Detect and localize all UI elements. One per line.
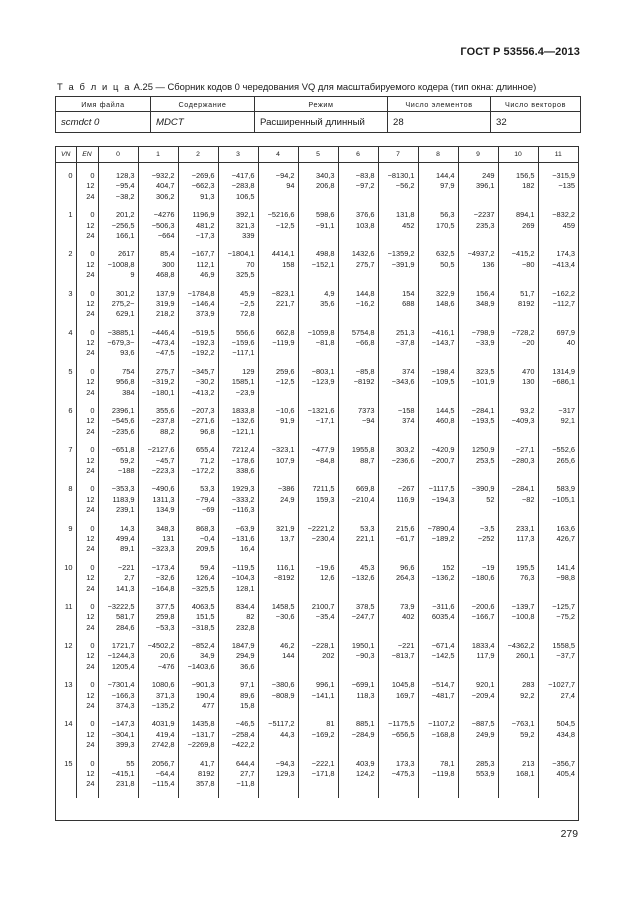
element-number-cell: 0 12 24 <box>76 759 98 790</box>
value-cell: −221 −813,7 <box>378 641 418 672</box>
table-row <box>56 484 578 515</box>
vector-number-cell: 12 <box>56 641 76 672</box>
table-row <box>56 367 578 398</box>
value-cell: 275,7 −319,2 −180,1 <box>138 367 178 398</box>
table-row <box>56 641 578 672</box>
value-cell: −284,1 −82 <box>498 484 538 515</box>
value-cell: 340,3 206,8 <box>298 171 338 202</box>
mode-value: Расширенный длинный <box>255 112 388 133</box>
value-cell: 894,1 269 <box>498 210 538 241</box>
value-cell: 754 956,8 384 <box>98 367 138 398</box>
value-cell: −519,5 −192,3 −192,2 <box>178 328 218 359</box>
element-number-cell: 0 12 24 <box>76 641 98 672</box>
value-cell: −267 116,9 <box>378 484 418 515</box>
page-number: 279 <box>560 829 578 840</box>
table-row <box>56 289 578 320</box>
value-cell: 213 168,1 <box>498 759 538 790</box>
value-cell: 215,6 −61,7 <box>378 524 418 555</box>
element-number-cell: 0 12 24 <box>76 445 98 476</box>
table-row <box>56 210 578 241</box>
value-cell: 116,1 −8192 <box>258 563 298 594</box>
value-cell: −94,2 94 <box>258 171 298 202</box>
vector-count-header: Число векторов <box>491 97 581 112</box>
value-cell: 321,9 13,7 <box>258 524 298 555</box>
value-cell: −19 −180,6 <box>458 563 498 594</box>
value-cell: −887,5 249,9 <box>458 719 498 750</box>
value-cell: 7211,5 159,3 <box>298 484 338 515</box>
vector-number-cell: 3 <box>56 289 76 320</box>
value-column-header: 0 <box>98 147 138 163</box>
value-cell: −83,8 −97,2 <box>338 171 378 202</box>
element-number-cell: 0 12 24 <box>76 719 98 750</box>
value-cell: 504,5 434,8 <box>556 719 575 739</box>
value-cell: 323,5 −101,9 <box>458 367 498 398</box>
value-cell: −1175,5 −656,5 <box>378 719 418 750</box>
value-cell: −671,4 −142,5 <box>418 641 458 672</box>
codebook-info-table <box>55 96 581 133</box>
vector-number-cell: 1 <box>56 210 76 241</box>
table-row <box>56 719 578 750</box>
value-cell: −1804,1 70 325,5 <box>218 249 258 280</box>
value-cell: −728,2 −20 <box>498 328 538 359</box>
value-cell: 1833,4 117,9 <box>458 641 498 672</box>
value-cell: −139,7 −100,8 <box>498 602 538 633</box>
value-cell: −228,1 202 <box>298 641 338 672</box>
value-cell: 156,5 182 <box>498 171 538 202</box>
value-cell: 2100,7 −35,4 <box>298 602 338 633</box>
value-cell: 868,3 −0,4 209,5 <box>178 524 218 555</box>
table-row <box>56 328 578 359</box>
file-name-value: scmdct 0 <box>56 112 151 133</box>
value-cell: 598,6 −91,1 <box>298 210 338 241</box>
value-cell: 4063,5 151,5 −318,5 <box>178 602 218 633</box>
element-number-cell: 0 12 24 <box>76 524 98 555</box>
value-cell: −94,3 129,3 <box>258 759 298 790</box>
content-value: MDCT <box>151 112 255 133</box>
vector-count-value: 32 <box>491 112 581 133</box>
value-cell: 141,4 −98,8 <box>556 562 575 583</box>
value-cell: 4,9 35,6 <box>298 289 338 320</box>
value-cell: 348,3 131 −323,3 <box>138 524 178 555</box>
value-cell: −158 374 <box>378 406 418 437</box>
value-cell: −417,6 −283,8 106,5 <box>218 171 258 202</box>
value-cell: 53,3 221,1 <box>338 524 378 555</box>
value-cell: −832,2 459 <box>552 210 575 230</box>
value-cell: 53,3 −79,4 −69 <box>178 484 218 515</box>
vn-column-header: VN <box>56 147 76 163</box>
table-row <box>56 249 578 280</box>
value-cell: −3222,5 581,7 284,6 <box>98 602 138 633</box>
element-count-value: 28 <box>388 112 491 133</box>
value-cell: −85,8 −8192 <box>338 367 378 398</box>
value-cell: −269,6 −662,3 91,3 <box>178 171 218 202</box>
element-number-cell: 0 12 24 <box>76 171 98 202</box>
value-cell: 4414,1 158 <box>258 249 298 280</box>
value-column-header: 4 <box>258 147 298 163</box>
element-number-cell: 0 12 24 <box>76 602 98 633</box>
value-cell: 377,5 259,8 −53,3 <box>138 602 178 633</box>
value-cell: −2237 235,3 <box>458 210 498 241</box>
value-column-header: 2 <box>178 147 218 163</box>
value-cell: −552,6 265,6 <box>552 445 575 465</box>
vector-number-cell: 13 <box>56 680 76 711</box>
value-cell: −1059,8 −81,8 <box>298 328 338 359</box>
value-cell: 1929,3 −333,2 −116,3 <box>218 484 258 515</box>
value-cell: −5216,6 −12,5 <box>258 210 298 241</box>
table-row <box>56 445 578 476</box>
value-cell: −1321,6 −17,1 <box>298 406 338 437</box>
value-cell: 885,1 −284,9 <box>338 719 378 750</box>
value-cell: 470 130 <box>498 367 538 398</box>
value-cell: 920,1 −209,4 <box>458 680 498 711</box>
value-cell: −380,6 −808,9 <box>258 680 298 711</box>
value-column-header: 10 <box>498 147 538 163</box>
value-cell: 14,3 499,4 89,1 <box>98 524 138 555</box>
value-cell: −446,4 −473,4 −47,5 <box>138 328 178 359</box>
value-cell: −162,2 −112,7 <box>552 288 575 308</box>
value-cell: 1950,1 −90,3 <box>338 641 378 672</box>
value-cell: 45,9 −2,5 72,8 <box>218 289 258 320</box>
value-cell: 128,3 −95,4 −38,2 <box>98 171 138 202</box>
value-cell: 195,5 76,3 <box>498 563 538 594</box>
element-count-header: Число элементов <box>388 97 491 112</box>
value-cell: −200,6 −166,7 <box>458 602 498 633</box>
value-cell: 1458,5 −30,6 <box>258 602 298 633</box>
table-row <box>56 602 578 633</box>
value-cell: −4502,2 20,6 −476 <box>138 641 178 672</box>
value-cell: −147,3 −304,1 399,3 <box>98 719 138 750</box>
value-cell: 834,4 82 232,8 <box>218 602 258 633</box>
value-cell: 81 −169,2 <box>298 719 338 750</box>
value-cell: 1847,9 294,9 36,6 <box>218 641 258 672</box>
value-cell: 285,3 553,9 <box>458 759 498 790</box>
mode-header: Режим <box>255 97 388 112</box>
value-cell: 644,4 27,7 −11,8 <box>218 759 258 790</box>
value-cell: −1107,2 −168,8 <box>418 719 458 750</box>
value-cell: −221 2,7 141,3 <box>98 563 138 594</box>
value-cell: 2617 −1008,8 9 <box>98 249 138 280</box>
value-cell: 131,8 452 <box>378 210 418 241</box>
value-cell: −490,6 1311,3 134,9 <box>138 484 178 515</box>
value-cell: −2127,6 −45,7 −223,3 <box>138 445 178 476</box>
value-cell: 301,2 275,2− 629,1 <box>98 289 138 320</box>
value-cell: −207,3 −271,6 96,8 <box>178 406 218 437</box>
value-cell: −1027,7 27,4 <box>548 680 575 700</box>
content-header: Содержание <box>151 97 255 112</box>
value-cell: −46,5 −258,4 −422,2 <box>218 719 258 750</box>
value-cell: 85,4 300 468,8 <box>138 249 178 280</box>
element-number-cell: 0 12 24 <box>76 328 98 359</box>
value-cell: −167,7 112,1 46,9 <box>178 249 218 280</box>
vector-number-cell: 10 <box>56 563 76 594</box>
value-cell: −8130,1 −56,2 <box>378 171 418 202</box>
value-cell: −1359,2 −391,9 <box>378 249 418 280</box>
vector-number-cell: 11 <box>56 602 76 633</box>
value-cell: 2396,1 −545,6 −235,6 <box>98 406 138 437</box>
vector-number-cell: 7 <box>56 445 76 476</box>
table-caption <box>57 81 536 92</box>
table-row <box>56 171 578 202</box>
value-cell: −222,1 −171,8 <box>298 759 338 790</box>
value-cell: 4031,9 419,4 2742,8 <box>138 719 178 750</box>
value-cell: 144,8 −16,2 <box>338 289 378 320</box>
value-cell: 662,8 −119,9 <box>258 328 298 359</box>
value-cell: −311,6 6035,4 <box>418 602 458 633</box>
value-cell: 556,6 −159,6 −117,1 <box>218 328 258 359</box>
document-header: ГОСТ Р 53556.4—2013 <box>460 46 580 58</box>
value-cell: 374 −343,6 <box>378 367 418 398</box>
value-cell: −823,1 221,7 <box>258 289 298 320</box>
caption-lead: Т а б л и ц а <box>57 81 132 92</box>
vector-number-cell: 6 <box>56 406 76 437</box>
element-number-cell: 0 12 24 <box>76 406 98 437</box>
value-cell: −699,1 118,3 <box>338 680 378 711</box>
value-cell: −4362,2 260,1 <box>498 641 538 672</box>
value-cell: 45,3 −132,6 <box>338 563 378 594</box>
value-cell: 56,3 170,5 <box>418 210 458 241</box>
file-name-header: Имя файла <box>56 97 151 112</box>
value-cell: −514,7 −481,7 <box>418 680 458 711</box>
vector-number-cell: 5 <box>56 367 76 398</box>
value-cell: −1117,5 −194,3 <box>418 484 458 515</box>
value-cell: 632,5 50,5 <box>418 249 458 280</box>
value-cell: −7301,4 −166,3 374,3 <box>98 680 138 711</box>
value-cell: −3,5 −252 <box>458 524 498 555</box>
value-cell: −932,2 404,7 306,2 <box>138 171 178 202</box>
value-column-header: 3 <box>218 147 258 163</box>
value-cell: −323,1 107,9 <box>258 445 298 476</box>
value-cell: −7890,4 −189,2 <box>418 524 458 555</box>
value-cell: 154 688 <box>378 289 418 320</box>
value-cell: 283 92,2 <box>498 680 538 711</box>
value-cell: −390,9 52 <box>458 484 498 515</box>
value-cell: −19,6 12,6 <box>298 563 338 594</box>
value-cell: 669,8 −210,4 <box>338 484 378 515</box>
value-cell: 233,1 117,3 <box>498 524 538 555</box>
value-cell: −198,4 −109,5 <box>418 367 458 398</box>
value-cell: −477,9 −84,8 <box>298 445 338 476</box>
value-cell: −317 92,1 <box>558 406 575 426</box>
value-cell: 376,6 103,8 <box>338 210 378 241</box>
value-column-header: 6 <box>338 147 378 163</box>
value-cell: 1955,8 88,7 <box>338 445 378 476</box>
value-cell: 1314,9 −686,1 <box>552 366 575 387</box>
value-cell: 129 1585,1 −23,9 <box>218 367 258 398</box>
value-cell: 303,2 −236,6 <box>378 445 418 476</box>
value-cell: −10,6 91,9 <box>258 406 298 437</box>
element-number-cell: 0 12 24 <box>76 210 98 241</box>
vector-number-cell: 0 <box>56 171 76 202</box>
table-row <box>56 759 578 790</box>
value-cell: 144,4 97,9 <box>418 171 458 202</box>
value-cell: 173,3 −475,3 <box>378 759 418 790</box>
codebook-data-table <box>55 146 579 821</box>
value-column-header: 8 <box>418 147 458 163</box>
value-cell: 93,2 −409,3 <box>498 406 538 437</box>
value-cell: 378,5 −247,7 <box>338 602 378 633</box>
value-cell: −63,9 −131,6 16,4 <box>218 524 258 555</box>
value-cell: −763,1 59,2 <box>498 719 538 750</box>
value-column-header: 5 <box>298 147 338 163</box>
table-row <box>56 563 578 594</box>
value-cell: 498,8 −152,1 <box>298 249 338 280</box>
value-cell: −3885,1 −679,3− 93,6 <box>98 328 138 359</box>
value-cell: −901,3 190,4 477 <box>178 680 218 711</box>
value-cell: 1080,6 371,3 −135,2 <box>138 680 178 711</box>
value-cell: −803,1 −123,9 <box>298 367 338 398</box>
element-number-cell: 0 12 24 <box>76 289 98 320</box>
value-cell: 51,7 8192 <box>498 289 538 320</box>
value-cell: 1558,5 −37,7 <box>552 641 575 661</box>
value-cell: 392,1 321,3 339 <box>218 210 258 241</box>
value-cell: 996,1 −141,1 <box>298 680 338 711</box>
caption-text: А.25 — Сборник кодов 0 чередования VQ для масштабируемого кодера (тип окна: длинное) <box>133 81 537 92</box>
value-cell: 1721,7 −1244,3 1205,4 <box>98 641 138 672</box>
value-cell: −315,9 −135 <box>552 171 575 191</box>
value-cell: 163,6 426,7 <box>556 523 575 543</box>
value-cell: −852,4 34,9 −1403,6 <box>178 641 218 672</box>
value-cell: −4937,2 136 <box>458 249 498 280</box>
value-cell: 249 396,1 <box>458 171 498 202</box>
value-cell: 1435,8 −131,7 −2269,8 <box>178 719 218 750</box>
value-cell: 1045,8 169,7 <box>378 680 418 711</box>
value-cell: −356,7 405,4 <box>552 758 575 778</box>
value-cell: −173,4 −32,6 −164,8 <box>138 563 178 594</box>
value-cell: 96,6 264,3 <box>378 563 418 594</box>
value-cell: −27,1 −280,3 <box>498 445 538 476</box>
value-cell: −415,2 −80 <box>498 249 538 280</box>
value-cell: 59,4 126,4 −325,5 <box>178 563 218 594</box>
value-cell: −284,1 −193,5 <box>458 406 498 437</box>
value-cell: −651,8 59,2 −188 <box>98 445 138 476</box>
value-cell: 5754,8 −66,8 <box>338 328 378 359</box>
value-cell: 78,1 −119,8 <box>418 759 458 790</box>
value-cell: 152 −136,2 <box>418 563 458 594</box>
value-cell: 137,9 319,9 218,2 <box>138 289 178 320</box>
table-row <box>56 406 578 437</box>
value-cell: 156,4 348,9 <box>458 289 498 320</box>
value-cell: 7212,4 −178,6 338,6 <box>218 445 258 476</box>
value-cell: 322,9 148,6 <box>418 289 458 320</box>
value-cell: −798,9 −33,9 <box>458 328 498 359</box>
value-cell: 655,4 71,2 −172,2 <box>178 445 218 476</box>
value-cell: 73,9 402 <box>378 602 418 633</box>
table-row <box>56 524 578 555</box>
value-column-header: 1 <box>138 147 178 163</box>
value-cell: 144,5 460,8 <box>418 406 458 437</box>
value-cell: −345,7 −30,2 −413,2 <box>178 367 218 398</box>
vector-number-cell: 4 <box>56 328 76 359</box>
vector-number-cell: 2 <box>56 249 76 280</box>
value-cell: 355,6 −237,8 88,2 <box>138 406 178 437</box>
vector-number-cell: 14 <box>56 719 76 750</box>
value-cell: 697,9 40 <box>556 327 575 348</box>
value-cell: −1784,8 −146,4 373,9 <box>178 289 218 320</box>
value-cell: −119,5 −104,3 128,1 <box>218 563 258 594</box>
value-cell: −2221,2 −230,4 <box>298 524 338 555</box>
element-number-cell: 0 12 24 <box>76 367 98 398</box>
value-cell: 55 −415,1 231,8 <box>98 759 138 790</box>
element-number-cell: 0 12 24 <box>76 249 98 280</box>
value-column-header: 11 <box>538 147 578 163</box>
value-cell: 259,6 −12,5 <box>258 367 298 398</box>
value-cell: 41,7 8192 357,8 <box>178 759 218 790</box>
value-cell: −4276 −506,3 −664 <box>138 210 178 241</box>
value-cell: 174,3 −413,4 <box>552 249 575 269</box>
value-cell: 46,2 144 <box>258 641 298 672</box>
value-cell: 1250,9 253,5 <box>458 445 498 476</box>
element-number-cell: 0 12 24 <box>76 484 98 515</box>
value-cell: −386 24,9 <box>258 484 298 515</box>
value-cell: 201,2 −256,5 166,1 <box>98 210 138 241</box>
vector-number-cell: 8 <box>56 484 76 515</box>
value-cell: 97,1 89,6 15,8 <box>218 680 258 711</box>
value-cell: −416,1 −143,7 <box>418 328 458 359</box>
value-column-header: 9 <box>458 147 498 163</box>
value-cell: 403,9 124,2 <box>338 759 378 790</box>
value-cell: 1833,8 −132,6 −121,1 <box>218 406 258 437</box>
value-cell: 251,3 −37,8 <box>378 328 418 359</box>
value-cell: −420,9 −200,7 <box>418 445 458 476</box>
value-cell: −125,7 −75,2 <box>552 601 575 622</box>
value-cell: 2056,7 −64,4 −115,4 <box>138 759 178 790</box>
element-number-cell: 0 12 24 <box>76 680 98 711</box>
value-cell: 7373 −94 <box>338 406 378 437</box>
value-cell: 1196,9 481,2 −17,3 <box>178 210 218 241</box>
vector-number-cell: 9 <box>56 524 76 555</box>
en-column-header: EN <box>76 147 98 163</box>
table-row <box>56 680 578 711</box>
value-cell: −353,3 1183,9 239,1 <box>98 484 138 515</box>
value-cell: −5117,2 44,3 <box>258 719 298 750</box>
vector-number-cell: 15 <box>56 759 76 790</box>
value-column-header: 7 <box>378 147 418 163</box>
value-cell: 1432,6 275,7 <box>338 249 378 280</box>
element-number-cell: 0 12 24 <box>76 563 98 594</box>
value-cell: 583,9 −105,1 <box>552 484 575 504</box>
